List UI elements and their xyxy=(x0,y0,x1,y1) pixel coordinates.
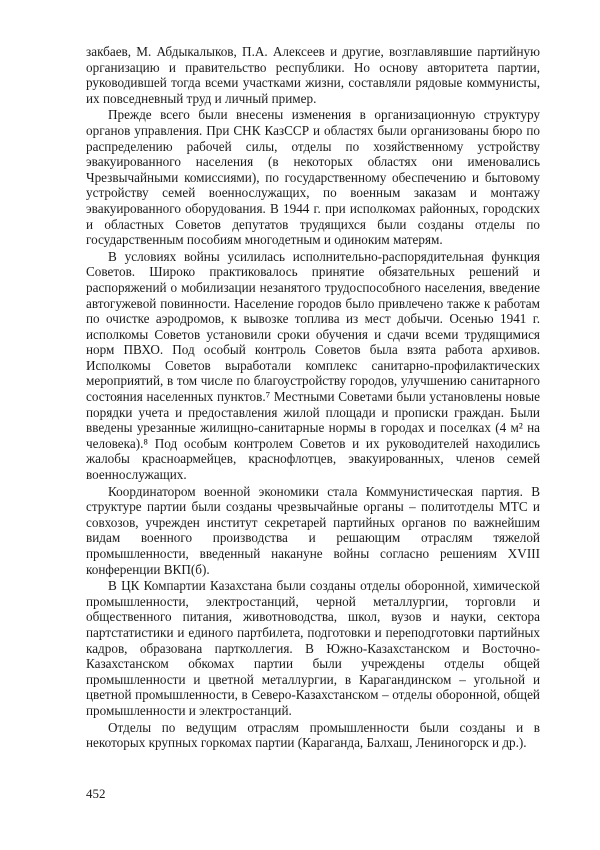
paragraph: Координатором военной экономики стала Коммунистическая партия. В структуре партии были созданы чрезвычайные органы – политотделы МТС и совхозов, учрежден институт секретарей партийных органов по важнейшим видам военного производства и решающим отраслям тяжелой промышленности, введенный накануне войны согласно решениям XVIII конференции ВКП(б). xyxy=(86,483,540,577)
body-text xyxy=(86,44,540,752)
paragraph: В ЦК Компартии Казахстана были созданы отделы оборонной, химической промышленности, электростанций, черной металлургии, торговли и общественного питания, животноводства, школ, вузов и науки, сектора партстатистики и единого партбилета, подготовки и переподготовки партийных кадров, образована партколлегия. В Южно-Казахстанском и Восточно-Казахстанском обкомах партии были учреждены отделы общей промышленности и цветной металлургии, в Карагандинском – угольной и цветной промышленности, в Северо-Казахстанском – отделы оборонной, общей промышленности и электростанций. xyxy=(86,578,540,718)
paragraph: Отделы по ведущим отраслям промышленности были созданы и в некоторых крупных горкомах партии (Караганда, Балхаш, Лениногорск и др.). xyxy=(86,719,540,751)
paragraph: Прежде всего были внесены изменения в организационную структуру органов управления. При СНК КазССР и областях были организованы бюро по распределению рабочей силы, отделы по хозяйственному устройству эвакуированного населения (в некоторых областях они именовались Чрезвычайными комиссиями), по государственному обеспечению и бытовому устройству семей военнослужащих, по военным заказам и монтажу эвакуированного оборудования. В 1944 г. при исполкомах районных, городских и областных Советов депутатов трудящихся были созданы отделы по государственным пособиям многодетным и одиноким матерям. xyxy=(86,107,540,248)
paragraph-continuation: закбаев, М. Абдыкалыков, П.А. Алексеев и другие, возглавлявшие партийную организацию и правительство республики. Но основу авторитета партии, руководившей тогда всеми участками жизни, составляли рядовые коммунисты, их повседневный труд и личный пример. xyxy=(86,44,540,106)
paragraph: В условиях войны усилилась исполнительно-распорядительная функция Советов. Широко практиковалось принятие обязательных решений и распоряжений о мобилизации незанятого трудоспособного населения, введение автогужевой повинности. Население городов было привлечено также к работам по очистке аэродромов, к вывозке топлива из мест добычи. Осенью 1941 г. исполкомы Советов установили сроки обучения и сдачи всеми трудящимися норм ПВХО. Под особый контроль Советов была взята работа архивов. Исполкомы Советов выработали комплекс санитарно-профилактических мероприятий, в том числе по благоустройству городов, улучшению санитарного состояния населенных пунктов.⁷ Местными Советами были установлены новые порядки учета и предоставления жилой площади и прописки граждан. Были введены урезанные жилищно-санитарные нормы в городах и поселках (4 м² на человека).⁸ Под особым контролем Советов и их руководителей находились жалобы красноармейцев, краснофлотцев, эвакуированных, членов семей военнослужащих. xyxy=(86,248,540,483)
page-number: 452 xyxy=(86,786,106,801)
